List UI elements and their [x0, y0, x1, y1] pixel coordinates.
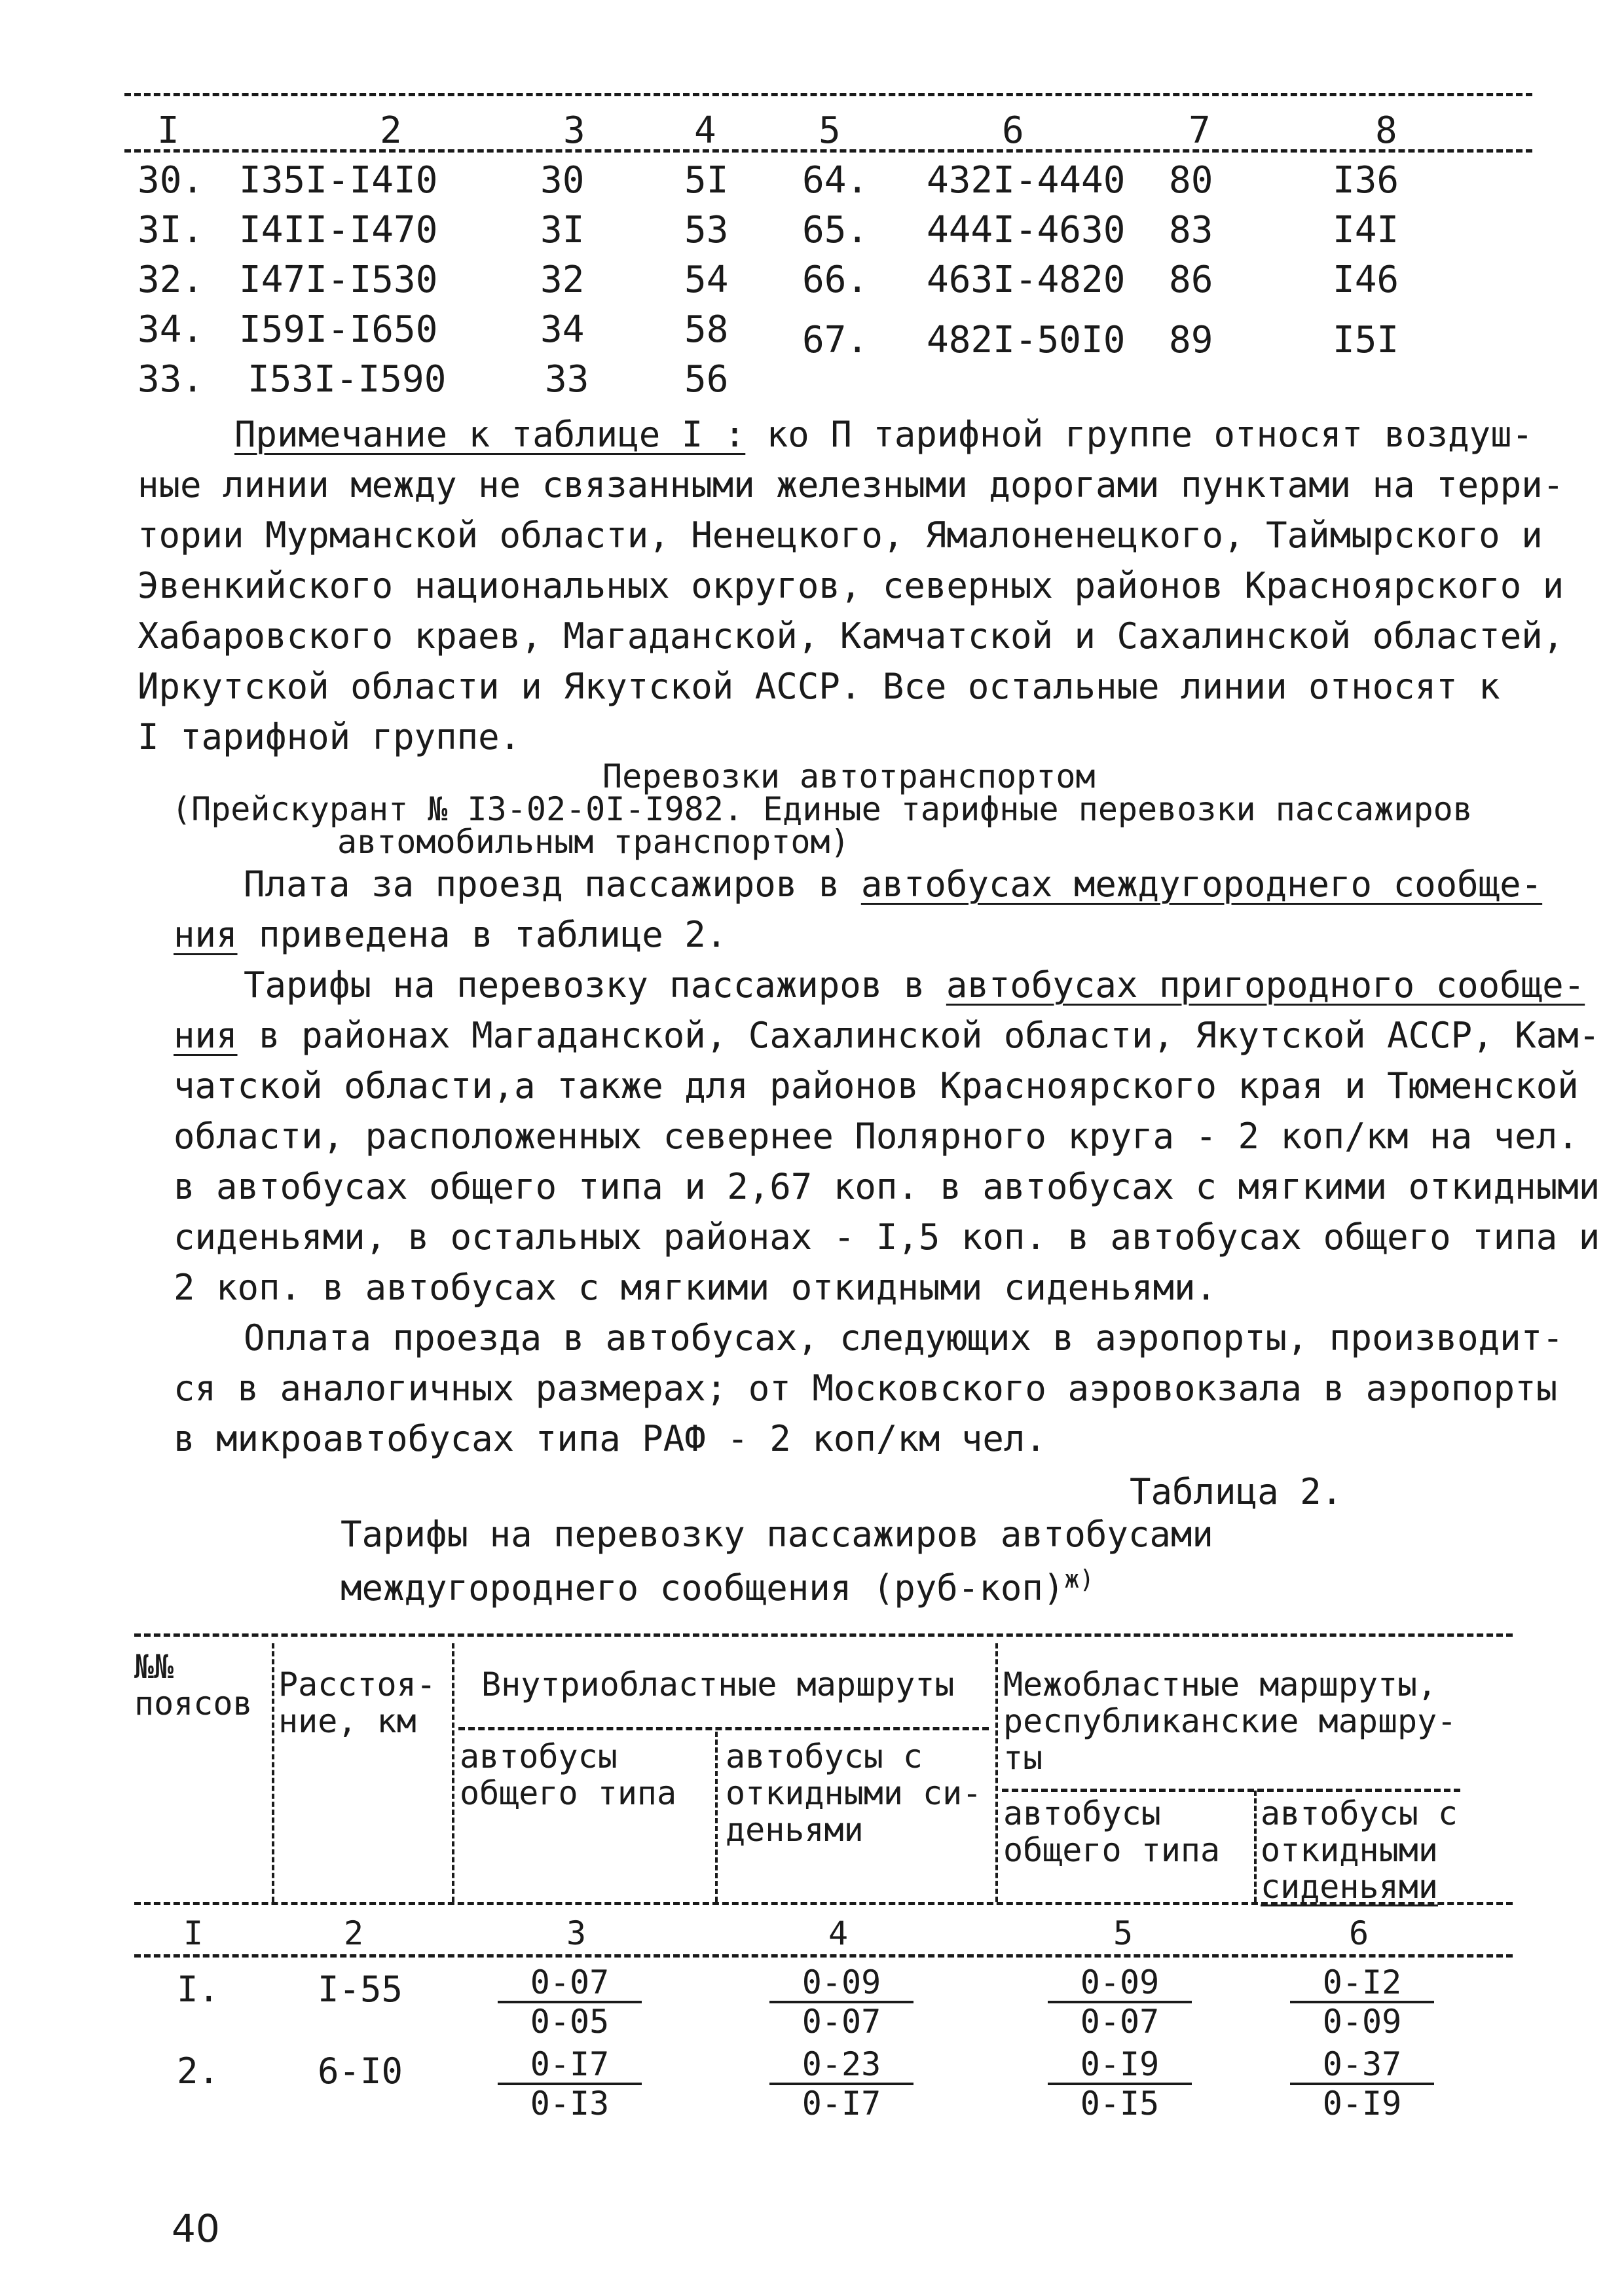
zone-number: 89: [1169, 319, 1213, 361]
paragraph-line: области, расположенных севернее Полярного круга - 2 коп/км на чел.: [174, 1116, 1579, 1157]
paragraph-line: ния в районах Магаданской, Сахалинской области, Якутской АССР, Кам-: [174, 1015, 1600, 1056]
distance-range: 6-I0: [318, 2050, 403, 2092]
table1-col-header: 7: [1189, 109, 1211, 152]
tariff-value: 56: [684, 358, 729, 401]
table-caption: междугороднего сообщения $(руб-коп)^{ж)}$: [341, 1565, 1095, 1609]
header-interregional: Межобластные маршруты, республиканские маршру- ты: [1003, 1666, 1457, 1777]
zone-number: 34: [540, 308, 585, 351]
column-number: 5: [1113, 1914, 1134, 1952]
column-number-rule: [134, 1954, 1513, 1958]
column-divider: [1254, 1791, 1257, 1902]
paragraph-line: Тарифы на перевозку пассажиров в автобусах пригородного сообще-: [244, 964, 1585, 1006]
section-title: Перевозки автотранспортом: [602, 757, 1096, 795]
note-line: I тарифной группе.: [138, 716, 521, 757]
column-number: I: [183, 1914, 204, 1952]
table-caption: Тарифы на перевозку пассажиров автобусами: [341, 1514, 1213, 1555]
fare-cell: $\frac{0-09}{0-07}$: [769, 1964, 913, 2040]
header-inter-general-bus: автобусы общего типа: [1003, 1795, 1221, 1869]
row-number: 33.: [138, 358, 204, 401]
tariff-value: I36: [1333, 159, 1399, 202]
header-intra-general-bus: автобусы общего типа: [460, 1738, 677, 1812]
paragraph-line: Плата за проезд пассажиров в автобусах междугороднего сообще-: [244, 864, 1543, 905]
distance-range: I35I-I4I0: [239, 159, 438, 202]
zone-number: 3I: [540, 209, 585, 251]
note-line: Примечание к таблице I : ко П тарифной группе относят воздуш-: [234, 414, 1534, 455]
zone-number: 86: [1169, 259, 1213, 301]
distance-range: 444I-4630: [927, 209, 1126, 251]
distance-range: 432I-4440: [927, 159, 1126, 202]
column-number: 2: [344, 1914, 364, 1952]
paragraph-line: в микроавтобусах типа РАФ - 2 коп/км чел.: [174, 1418, 1046, 1459]
header-subrule: [458, 1727, 989, 1730]
note-line: Эвенкийского национальных округов, северных районов Красноярского и: [138, 565, 1564, 606]
distance-range: I-55: [318, 1969, 403, 2010]
row-number: 34.: [138, 308, 204, 351]
header-zone-number: №№ поясов: [134, 1648, 253, 1722]
tariff-value: I4I: [1333, 209, 1399, 251]
column-divider: [995, 1643, 998, 1902]
row-number: 30.: [138, 159, 204, 202]
section-subtitle: (Прейскурант № I3-02-0I-I982. Единые тарифные перевозки пассажиров: [172, 790, 1473, 828]
tariff-value: I46: [1333, 259, 1399, 301]
note-line: Иркутской области и Якутской АССР. Все остальные линии относят к: [138, 666, 1500, 707]
paragraph-line: чатской области,а также для районов Красноярского края и Тюменской: [174, 1065, 1579, 1106]
column-divider: [715, 1732, 718, 1902]
fare-cell: $\frac{0-I9}{0-I5}$: [1048, 2046, 1192, 2122]
distance-range: 482I-50I0: [927, 319, 1126, 361]
table1-header-row: [0, 110, 1624, 152]
note-line: ные линии между не связанными железными дорогами пунктами на терри-: [138, 464, 1564, 505]
row-number: 67.: [802, 319, 869, 361]
distance-range: I59I-I650: [239, 308, 438, 351]
table1-col-header: I: [157, 109, 179, 152]
tariff-value: 54: [684, 259, 729, 301]
header-inter-reclining-bus: автобусы с откидными сиденьями: [1261, 1795, 1458, 1906]
row-number: 3I.: [138, 209, 204, 251]
table1-col-header: 4: [694, 109, 716, 152]
table1-col-header: 5: [819, 109, 841, 152]
table1-header-rule: [124, 149, 1532, 153]
column-number: 6: [1349, 1914, 1369, 1952]
note-line: тории Мурманской области, Ненецкого, Ямалоненецкого, Таймырского и: [138, 515, 1543, 556]
fare-cell: $\frac{0-I7}{0-I3}$: [498, 2046, 642, 2122]
table1-col-header: 2: [380, 109, 402, 152]
table-label: Таблица 2.: [1130, 1471, 1343, 1512]
paragraph-line: в автобусах общего типа и 2,67 коп. в автобусах с мягкими откидными: [174, 1166, 1600, 1207]
paragraph-line: Оплата проезда в автобусах, следующих в аэропорты, производит-: [244, 1317, 1564, 1358]
tariff-value: 58: [684, 308, 729, 351]
paragraph-line: сиденьями, в остальных районах - I,5 коп. в автобусах общего типа и: [174, 1216, 1600, 1258]
paragraph-line: ся в аналогичных размерах; от Московского аэровокзала в аэропорты: [174, 1368, 1558, 1409]
zone-number: I.: [177, 1969, 220, 2010]
fare-cell: $\frac{0-23}{0-I7}$: [769, 2046, 913, 2122]
distance-range: I53I-I590: [248, 358, 447, 401]
row-number: 32.: [138, 259, 204, 301]
column-number: 3: [566, 1914, 587, 1952]
header-intraregional: Внутриобластные маршруты: [481, 1666, 955, 1704]
row-number: 64.: [802, 159, 869, 202]
fare-cell: $\frac{0-I2}{0-09}$: [1290, 1964, 1434, 2040]
section-subtitle: автомобильным транспортом): [337, 823, 850, 861]
note-line: Хабаровского краев, Магаданской, Камчатской и Сахалинской областей,: [138, 615, 1564, 657]
zone-number: 33: [545, 358, 589, 401]
distance-range: 463I-4820: [927, 259, 1126, 301]
tariff-value: I5I: [1333, 319, 1399, 361]
fare-cell: $\frac{0-37}{0-I9}$: [1290, 2046, 1434, 2122]
column-number: 4: [828, 1914, 849, 1952]
table1-top-rule: [124, 93, 1532, 96]
column-divider: [272, 1643, 274, 1902]
footnote-mark: ж): [1064, 1565, 1095, 1594]
paragraph-line: 2 коп. в автобусах с мягкими откидными сиденьями.: [174, 1267, 1217, 1308]
header-intra-reclining-bus: автобусы с откидными си- деньями: [726, 1738, 982, 1849]
table1-col-header: 6: [1002, 109, 1024, 152]
header-subrule: [1002, 1789, 1460, 1792]
zone-number: 83: [1169, 209, 1213, 251]
column-divider: [452, 1643, 454, 1902]
table-row: [0, 259, 1624, 301]
page-number: 40: [172, 2206, 220, 2251]
zone-number: 80: [1169, 159, 1213, 202]
distance-range: I47I-I530: [239, 259, 438, 301]
note-label: Примечание к таблице I :: [234, 414, 746, 455]
table-row: [0, 308, 1624, 361]
table1-col-header: 8: [1375, 109, 1397, 152]
tariff-value: 5I: [684, 159, 729, 202]
distance-range: I4II-I470: [239, 209, 438, 251]
row-number: 65.: [802, 209, 869, 251]
fare-cell: $\frac{0-07}{0-05}$: [498, 1964, 642, 2040]
header-bottom-rule: [134, 1902, 1513, 1905]
header-distance: Расстоя- ние, км: [278, 1666, 436, 1740]
table2-top-rule: [134, 1633, 1513, 1637]
fare-cell: $\frac{0-09}{0-07}$: [1048, 1964, 1192, 2040]
tariff-value: 53: [684, 209, 729, 251]
table-row: [0, 210, 1624, 251]
zone-number: 2.: [177, 2050, 220, 2092]
row-number: 66.: [802, 259, 869, 301]
zone-number: 32: [540, 259, 585, 301]
zone-number: 30: [540, 159, 585, 202]
table-row: [0, 359, 1624, 401]
table-row: [0, 160, 1624, 202]
table1-col-header: 3: [563, 109, 585, 152]
paragraph-line: ния приведена в таблице 2.: [174, 914, 728, 955]
